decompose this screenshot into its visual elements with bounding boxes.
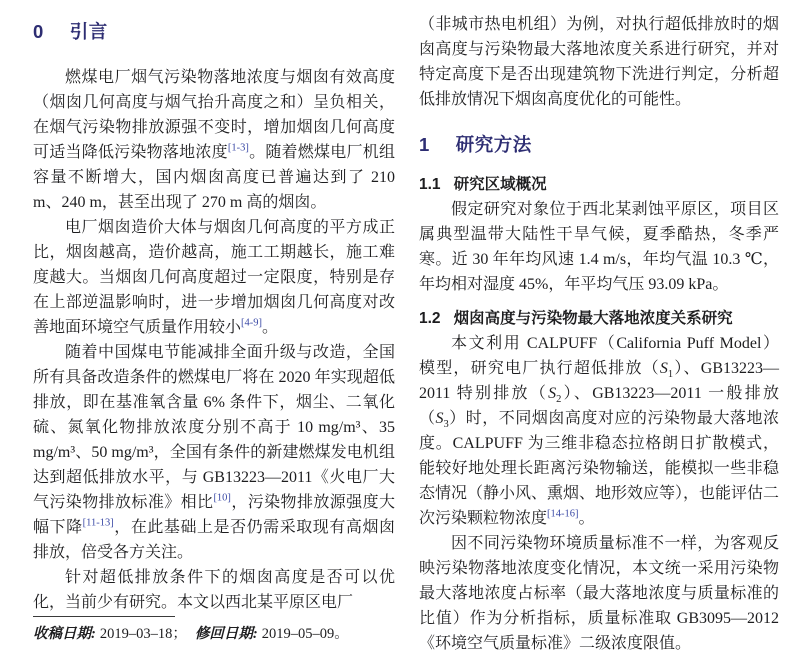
text-run: 随着中国煤电节能减排全面升级与改造，全国所有具备改造条件的燃煤电厂将在 2020 年实现超低排放，即在基准氧含量 6% 条件下，烟尘、二氧化硫、氮氧化物排放浓度分别不高于 10 mg/m³、35 mg/m³、50 mg/m³，全国有条件的新建燃煤发电机组达到超低排放水平，与 GB13223—2011《火电厂大气污染物排放标准》相比 — [33, 344, 395, 511]
section-title: 引言 — [69, 21, 108, 42]
paragraph — [419, 531, 779, 651]
citation-ref: [11-13] — [82, 517, 114, 529]
subsection-1-1-paragraphs — [419, 197, 779, 297]
section-title: 研究方法 — [455, 134, 532, 155]
paragraph — [33, 340, 395, 565]
introduction-paragraphs — [33, 65, 395, 615]
received-date-label: 收稿日期: — [33, 626, 96, 642]
section-heading-introduction — [33, 18, 395, 44]
text-run: 因不同污染物环境质量标准不一样，为客观反映污染物落地浓度变化情况，本文统一采用污染物最大落地浓度占标率（最大落地浓度与质量标准的比值）作为分析指标，质量标准取 GB3095—2012《环境空气质量标准》二级浓度限值。 — [419, 535, 779, 651]
subsection-number: 1.2 — [419, 310, 441, 327]
text-run: 。随着燃煤电厂机组容量不断增大，国内烟囱高度已普遍达到了 210 m、240 m，甚至出现了 270 m 高的烟囱。 — [33, 144, 395, 211]
text-run: （非城市热电机组）为例，对执行超低排放时的烟囱高度与污染物最大落地浓度关系进行研究，并对特定高度下是否出现建筑物下洗进行判定，分析超低排放情况下烟囱高度优化的可能性。 — [419, 16, 779, 108]
paragraph — [419, 331, 779, 531]
paragraph — [419, 12, 779, 112]
text-run: 。 — [262, 319, 279, 336]
citation-ref: [14-16] — [547, 508, 579, 520]
math-variable: S — [548, 385, 557, 402]
text-run: 电厂烟囱造价大体与烟囱几何高度的平方成正比，烟囱越高，造价越高，施工工期越长，施工难度越大。当烟囱几何高度超过一定限度，特别是存在上部逆温影响时，进一步增加烟囱几何高度对改善地面环境空气质量作用较小 — [33, 219, 395, 336]
text-run: ，在此基础上是否仍需采取现有高烟囱排放，倍受各方关注。 — [33, 519, 395, 561]
received-date-value: 2019–03–18； — [99, 626, 187, 642]
subsection-1-2-paragraphs — [419, 331, 779, 651]
lead-continuation-paragraph — [419, 12, 779, 112]
text-run: 针对超低排放条件下的烟囱高度是否可以优化，当前少有研究。本文以西北某平原区电厂 — [33, 569, 395, 611]
footnote — [33, 616, 397, 644]
text-run: ，污染物排放源强度大幅下降 — [33, 494, 395, 536]
subsection-title: 烟囱高度与污染物最大落地浓度关系研究 — [453, 310, 733, 327]
citation-ref: [1-3] — [227, 142, 249, 154]
text-run: 。 — [578, 510, 595, 527]
manuscript-dates-line — [33, 624, 397, 644]
text-run: ）时，不同烟囱高度对应的污染物最大落地浓度。CALPUFF 为三维非稳态拉格朗日扩散模式，能较好地处理长距离污染物输送，能模拟一些非稳态情况（静小风、熏烟、地形效应等），也能评估二次污染颗粒物浓度 — [419, 410, 780, 527]
citation-ref: [10] — [213, 492, 231, 504]
math-subscript: 3 — [443, 419, 449, 431]
math-variable: S — [659, 360, 668, 377]
text-run: 燃煤电厂烟气污染物落地浓度与烟囱有效高度（烟囱几何高度与烟气抬升高度之和）呈负相关，在烟气污染物排放源强不变时，增加烟囱几何高度可适当降低污染物落地浓度 — [33, 69, 395, 161]
section-number: 0 — [33, 21, 44, 42]
subsection-title: 研究区域概况 — [453, 176, 547, 193]
text-run: ）、GB13223—2011 特别排放（ — [419, 360, 779, 402]
math-variable: S — [435, 410, 444, 427]
footnote-rule — [33, 616, 175, 617]
math-subscript: 1 — [667, 369, 674, 381]
section-heading-methods — [419, 131, 779, 157]
left-column — [33, 10, 395, 651]
revised-date-label: 修回日期: — [194, 626, 258, 642]
paragraph — [419, 197, 779, 297]
right-column — [419, 10, 779, 651]
subsection-heading-1-1 — [419, 172, 779, 194]
section-number: 1 — [419, 134, 430, 155]
paragraph — [33, 65, 395, 215]
revised-date-value: 2019–05–09。 — [261, 626, 349, 642]
text-run: 假定研究对象位于西北某剥蚀平原区，项目区属典型温带大陆性干旱气候，夏季酷热，冬季严寒。近 30 年年均风速 1.4 m/s，年均气温 10.3 ℃，年均相对湿度 45%，年平均气压 93.09 kPa。 — [419, 201, 779, 293]
subsection-heading-1-2 — [419, 306, 779, 328]
paragraph — [33, 565, 395, 615]
text-run: ）、GB13223—2011 一般排放（ — [419, 385, 779, 427]
subsection-number: 1.1 — [419, 176, 441, 193]
citation-ref: [4-9] — [241, 317, 263, 329]
math-subscript: 2 — [556, 394, 562, 406]
text-run: 本文利用 CALPUFF（California Puff Model）模型，研究电厂执行超低排放（ — [419, 335, 779, 377]
paragraph — [33, 215, 395, 340]
